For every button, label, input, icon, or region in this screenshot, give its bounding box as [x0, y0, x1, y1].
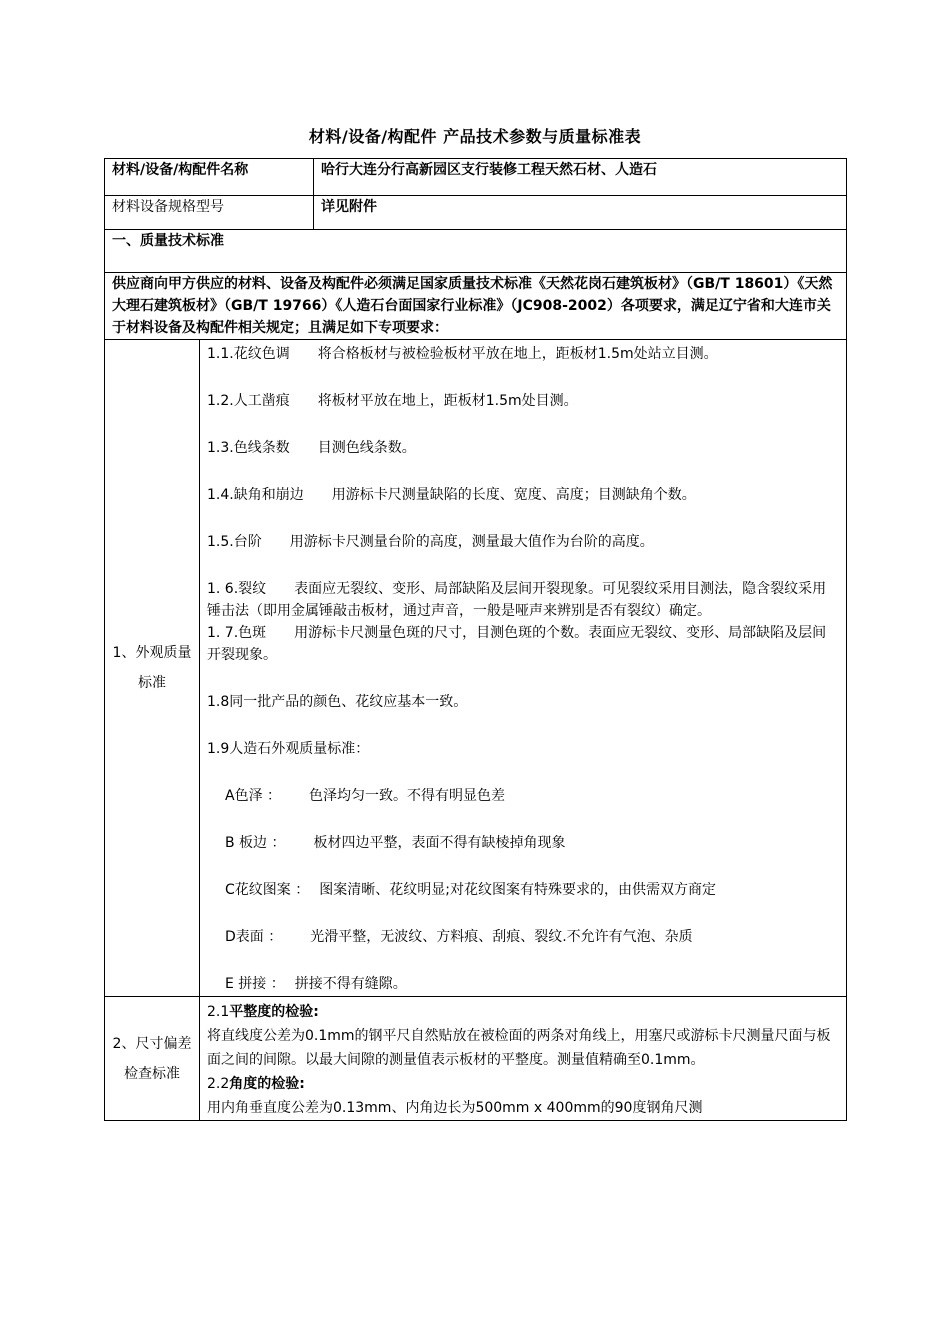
sub-item — [207, 785, 839, 807]
sub-item — [207, 926, 839, 948]
subheading-num: 2.2 — [207, 1076, 230, 1092]
item-num: 1.2.人工凿痕 — [207, 393, 290, 409]
list-item — [207, 531, 839, 553]
list-item — [207, 622, 839, 666]
sub-item — [207, 879, 839, 901]
list-item — [207, 578, 839, 622]
dimension-content — [200, 997, 847, 1121]
page-title: 材料/设备/构配件 产品技术参数与质量标准表 — [308, 127, 642, 146]
subheading-num: 2.1 — [207, 1004, 230, 1020]
section-heading: 一、质量技术标准 — [105, 230, 847, 273]
item-text: 将合格板材与被检验板材平放在地上，距板材1.5m处站立目测。 — [317, 346, 718, 362]
item-num: 1.4.缺角和崩边 — [207, 487, 304, 503]
item-num: 1.3.色线条数 — [207, 440, 290, 456]
subheading — [207, 1072, 839, 1096]
name-row — [105, 159, 847, 196]
item-text: 表面应无裂纹、变形、局部缺陷及层间开裂现象。可见裂纹采用目测法，隐含裂纹采用锤击法（即用金属锤敲击板材，通过声音，一般是哑声来辨别是否有裂纹）确定。 — [207, 581, 827, 619]
spec-value: 详见附件 — [314, 196, 847, 230]
intro-row — [105, 273, 847, 340]
dimension-label: 2、尺寸偏差检查标准 — [105, 997, 200, 1121]
spec-label: 材料设备规格型号 — [105, 196, 314, 230]
paragraph: 用内角垂直度公差为0.13mm、内角边长为500mm x 400mm的90度钢角尺测 — [207, 1100, 703, 1116]
spec-row — [105, 196, 847, 230]
spec-table — [104, 158, 847, 1121]
item-text: 人造石外观质量标准： — [229, 741, 370, 757]
paragraph: 将直线度公差为0.1mm的钢平尺自然贴放在被检面的两条对角线上，用塞尺或游标卡尺测量尺面与板面之间的间隙。以最大间隙的测量值表示板材的平整度。测量值精确至0.1mm。 — [207, 1028, 831, 1068]
list-item — [207, 484, 839, 506]
item-text: 将板材平放在地上，距板材1.5m处目测。 — [317, 393, 578, 409]
sub-label: D表面 ： — [225, 929, 283, 945]
sub-label: B 板边 ： — [225, 835, 286, 851]
item-num: 1.5.台阶 — [207, 534, 262, 550]
name-label: 材料/设备/构配件名称 — [105, 159, 314, 196]
sub-text: 拼接不得有缝隙。 — [294, 976, 407, 992]
list-item — [207, 390, 839, 412]
subheading-text: 角度的检验: — [229, 1076, 305, 1092]
dimension-row — [105, 997, 847, 1121]
sub-text: 板材四边平整，表面不得有缺棱掉角现象 — [313, 835, 566, 851]
list-item — [207, 343, 839, 365]
list-item — [207, 437, 839, 459]
sub-label: A色泽 ： — [225, 788, 282, 804]
sub-text: 色泽均匀一致。不得有明显色差 — [309, 788, 506, 804]
item-num: 1.8 — [207, 694, 230, 710]
sub-label: C花纹图案 ： — [225, 882, 310, 898]
item-num: 1.1.花纹色调 — [207, 346, 290, 362]
intro-text: 供应商向甲方供应的材料、设备及构配件必须满足国家质量技术标准《天然花岗石建筑板材》（GB/T 18601）《天然大理石建筑板材》（GB/T 19766）《人造石台面国家行业标准》（JC908-2002）各项要求，满足辽宁省和大连市关于材料设备及构配件相关规定；且满足如下专项要求： — [105, 273, 847, 340]
item-num: 1.9 — [207, 741, 230, 757]
sub-label: E 拼接 ： — [225, 976, 285, 992]
sub-item — [207, 973, 839, 995]
item-text: 用游标卡尺测量台阶的高度，测量最大值作为台阶的高度。 — [289, 534, 654, 550]
item-text: 用游标卡尺测量缺陷的长度、宽度、高度；目测缺角个数。 — [331, 487, 696, 503]
item-num: 1. 6.裂纹 — [207, 581, 267, 597]
section-row — [105, 230, 847, 273]
sub-item — [207, 832, 839, 854]
item-text: 用游标卡尺测量色斑的尺寸，目测色斑的个数。表面应无裂纹、变形、局部缺陷及层间开裂现象。 — [207, 625, 827, 663]
appearance-row — [105, 340, 847, 997]
sub-text: 光滑平整，无波纹、方料痕、刮痕、裂纹.不允许有气泡、杂质 — [310, 929, 693, 945]
subheading — [207, 1000, 839, 1024]
item-text: 同一批产品的颜色、花纹应基本一致。 — [229, 694, 468, 710]
sub-text: 图案清晰、花纹明显;对花纹图案有特殊要求的，由供需双方商定 — [319, 882, 716, 898]
appearance-label: 1、外观质量标准 — [105, 340, 200, 997]
subheading-text: 平整度的检验: — [229, 1004, 319, 1020]
item-text: 目测色线条数。 — [317, 440, 416, 456]
list-item — [207, 691, 839, 713]
appearance-content — [200, 340, 847, 997]
list-item — [207, 738, 839, 760]
name-value: 哈行大连分行高新园区支行装修工程天然石材、人造石 — [314, 159, 847, 196]
item-num: 1. 7.色斑 — [207, 625, 267, 641]
